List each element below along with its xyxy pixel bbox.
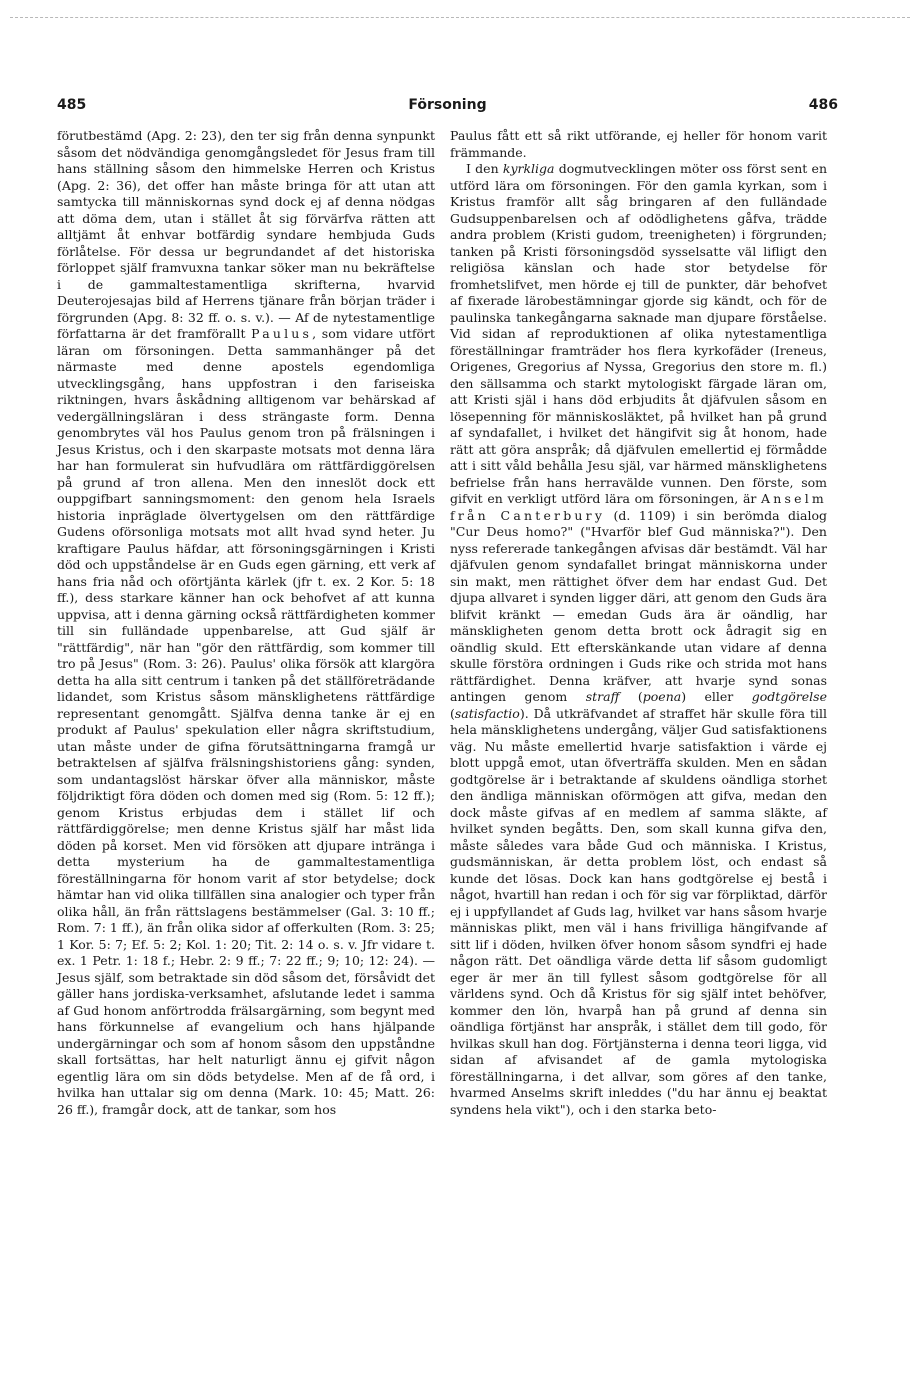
scan-edge-line bbox=[10, 17, 910, 18]
page-number-left: 485 bbox=[57, 97, 87, 113]
text-run: ) eller bbox=[681, 689, 752, 704]
spaced-name-anselm: Anselm från Canterbury bbox=[450, 491, 827, 523]
text-run: , som vidare utfört läran om försoningen. Detta sammanhänger på det närmaste med denne apostels egendomliga utvecklingsgång, hans uppfostran i den fariseiska riktningen, hvars åskådning alltigenom var behärskad af vedergällningsläran i dess strängaste form. Denna genombrytes väl hos Paulus genom tron på frälsningen i Jesus Kristus, och i den skarpaste motsats mot denna lära har han formulerat sin hufvudlära om rättfärdiggörelsen på grund af tron allena. Men den inneslöt dock ett ouppgifbart sanningsmoment: den genom hela Israels historia inpräglade ölvertygelsen om den rättfärdige Gudens oförsonliga motsats mot allt hvad synd heter. Ju kraftigare Paulus häfdar, att försoningsgärningen i Kristi död och uppståndelse är en Guds egen gärning, ett verk af hans fria nåd och oförtjänta kärlek (jfr t. ex. 2 Kor. 5: 18 ff.), dess starkare känner han ock behofvet af att kunna uppvisa, att i denna gärning också rättfärdigheten kommer till sin fulländade uppenbarelse, att Gud själf är "rättfärdig", när han "gör den rättfärdig, som kommer till tro på Jesus" (Rom. 3: 26). Paulus' olika försök att klargöra detta ha alla sitt centrum i tanken på det ställföreträdande lidandet, som Kristus såsom mänsklighetens rättfärdige representant genomgått. Själfva denna tanke är ej en produkt af Paulus' spekulation eller några skriftstudium, utan måste under de gifna förutsättningarna framgå ur betraktelsen af själfva frälsningshistoriens gång: synden, som undantagslöst härskar öfver alla människor, måste följdriktigt föra döden och domen med sig (Rom. 5: 12 ff.); genom Kristus erbjudas dem i stället lif och rättfärdiggörelse; men denne Kristus själf har måst lida döden på korset. Men vid försöken att djupare intränga i detta mysterium ha de gammaltestamentliga föreställningarna för honom varit af stor betydelse; dock hämtar han vid olika tillfällen sina analogier och typer från olika håll, än från rättslagens bestämmelser (Gal. 3: 10 ff.; Rom. 7: 1 ff.), än från olika sidor af offerkulten (Rom. 3: 25; 1 Kor. 5: 7; Ef. 5: 2; Kol. 1: 20; Tit. 2: 14 o. s. v. Jfr vidare t. ex. 1 Petr. 1: 18 f.; Hebr. 2: 9 ff.; 7: 22 ff.; 9; 10; 12: 24). — Jesus själf, som betraktade sin död såsom det, försåvidt det gäller hans jordiska-verksamhet, afslutande ledet i samma af Gud honom anförtrodda frälsargärning, som begynt med hans förkunnelse af evangelium och hans hjälpande undergärningar och som af honom såsom den uppståndne skall fortsättas, har helt naturligt ännu ej gifvit någon egentlig lära om sin döds betydelse. Men af de få ord, i hvilka han uttalar sig om denna (Mark. 10: 45; Matt. 26: 26 ff.), framgår dock, att de tankar, som hos bbox=[57, 326, 435, 1117]
left-paragraph bbox=[57, 128, 435, 1118]
emphasis-godtgorelse: godtgörelse bbox=[751, 689, 827, 704]
page-number-right: 486 bbox=[808, 97, 838, 113]
page-title: Försoning bbox=[408, 97, 487, 113]
text-run: ( bbox=[619, 689, 643, 704]
right-paragraph-continued: Paulus fått ett så rikt utförande, ej heller för honom varit främmande. bbox=[450, 128, 827, 160]
emphasis-kyrkliga: kyrkliga bbox=[502, 161, 555, 176]
right-paragraph bbox=[450, 161, 827, 1118]
page-header bbox=[57, 97, 838, 121]
emphasis-satisfactio: satisfactio bbox=[454, 705, 520, 721]
text-run: dogmutvecklingen möter oss först sent en utförd lära om försoningen. För den gamla kyrkan, som i Kristus framför allt såg bringaren af den fulländade Gudsuppenbarelsen och af odödlighetens gåfva, trädde andra problem (Kristi gudom, treenigheten) i förgrunden; tanken på Kristi försoningsdöd sysselsatte väl lifligt den religiösa känslan och hade stor betydelse för fromhetslifvet, men hörde ej till de punkter, där behofvet af fixerade lärobestämningar gjorde sig kändt, och för de paulinska tankegångarna saknade man djupare förståelse. Vid sidan af reproduktionen af olika nytestamentliga föreställningar framträder hos flera kyrkofäder (Ireneus, Origenes, Gregorius af Nyssa, Gregorius den store m. fl.) den sällsamma och starkt mytologiskt färgade läran om, att Kristi själ i hans död erbjudits åt djäfvulen såsom en lösepenning för människosläktet, på hvilket han på grund af syndafallet, i hvilket det hängifvit sig åt honom, hade rätt att göra anspråk; då djäfvulen emellertid ej förmådde att i sitt våld behålla Jesu själ, var härmed mänsklighetens befrielse från hans herravälde vunnen. Den förste, som gifvit en verkligt utförd lära om försoningen, är bbox=[450, 161, 827, 506]
text-run: ). Då utkräfvandet af straffet här skulle föra till hela mänsklighetens undergång, väljer Gud satisfaktionens väg. Nu måste emellertid hvarje satisfaktion i värde ej blott uppgå emot, utan öfverträffa skulden. Men en sådan godtgörelse är i betraktande af skuldens oändliga storhet den ändliga människan oförmögen att gifva, medan den dock måste gifvas af en medlem af samma släkte, af hvilket synden begåtts. Den, som skall kunna gifva den, måste således vara både Gud och människa. I Kristus, gudsmänniskan, är detta problem löst, och endast så kunde det lösas. Dock kan hans godtgörelse ej bestå i något, hvartill han redan i och för sig var förpliktad, därför ej i uppfyllandet af Guds lag, hvilket var hans såsom hvarje människas plikt, men väl i hans frivilliga hängifvande af sitt lif i döden, hvilken öfver honom såsom syndfri ej hade någon rätt. Det oändliga värde detta lif såsom gudomligt eger är mer än till fyllest såsom godtgörelse för all världens synd. Och då Kristus för sig själf intet behöfver, kommer den lön, hvarpå han på grund af denna sin oändliga förtjänst har anspråk, i stället dem till godo, för hvilkas skull han dog. Förtjänsterna i denna teori ligga, vid sidan af afvisandet af de gamla mytologiska föreställningarna, i det allvar, som göres af den tanke, hvarmed Anselms skrift inleddes ("du har ännu ej beaktat syndens hela vikt"), och i den starka beto- bbox=[450, 705, 827, 1117]
emphasis-poena: poena bbox=[642, 689, 682, 704]
spaced-name-paulus: Paulus bbox=[251, 326, 313, 341]
text-run: (d. 1109) i sin berömda dialog "Cur Deus homo?" ("Hvarför blef Gud människa?"). Den nyss refererade tankegången afvisas där bestämdt. Väl har djäfvulen genom syndafallet bringat människorna under sin makt, men rättighet öfver dem har endast Gud. Det djupa allvaret i synden ligger däri, att genom den Guds ära blifvit kränkt — emedan Guds ära är oändlig, har mänskligheten genom detta brott ock ådragit sig en oändlig skuld. Ett efterskänkande utan vidare af denna skulle förstöra ordningen i Guds rike och strida mot hans rättfärdighet. Denna kräfver, att hvarje synd sonas antingen genom bbox=[450, 507, 827, 704]
text-run: förutbestämd (Apg. 2: 23), den ter sig från denna synpunkt såsom det nödvändiga genomgångsledet för Jesus fram till hans ställning såsom den himmelske Herren och Kristus (Apg. 2: 36), det offer han måste bringa för att utan att samtycka till människornas synd dock ej af denna nödgas att döma dem, utan i stället åt sig förvärfva rätten att alltjämt åt enhvar botfärdig syndare hembjuda Guds förlåtelse. För dessa ur begrundandet af det historiska förloppet själf framvuxna tankar söker man nu bekräftelse i de gammaltestamentliga skrifterna, hvarvid Deuterojesajas bild af Herrens tjänare från början träder i förgrunden (Apg. 8: 32 ff. o. s. v.). — Af de nytestamentlige författarna är det framförallt bbox=[57, 128, 435, 341]
text-run: ( bbox=[450, 705, 455, 721]
emphasis-straff: straff bbox=[585, 689, 620, 704]
right-column bbox=[450, 128, 827, 1118]
text-run: I den bbox=[466, 161, 503, 176]
left-column bbox=[57, 128, 435, 1118]
